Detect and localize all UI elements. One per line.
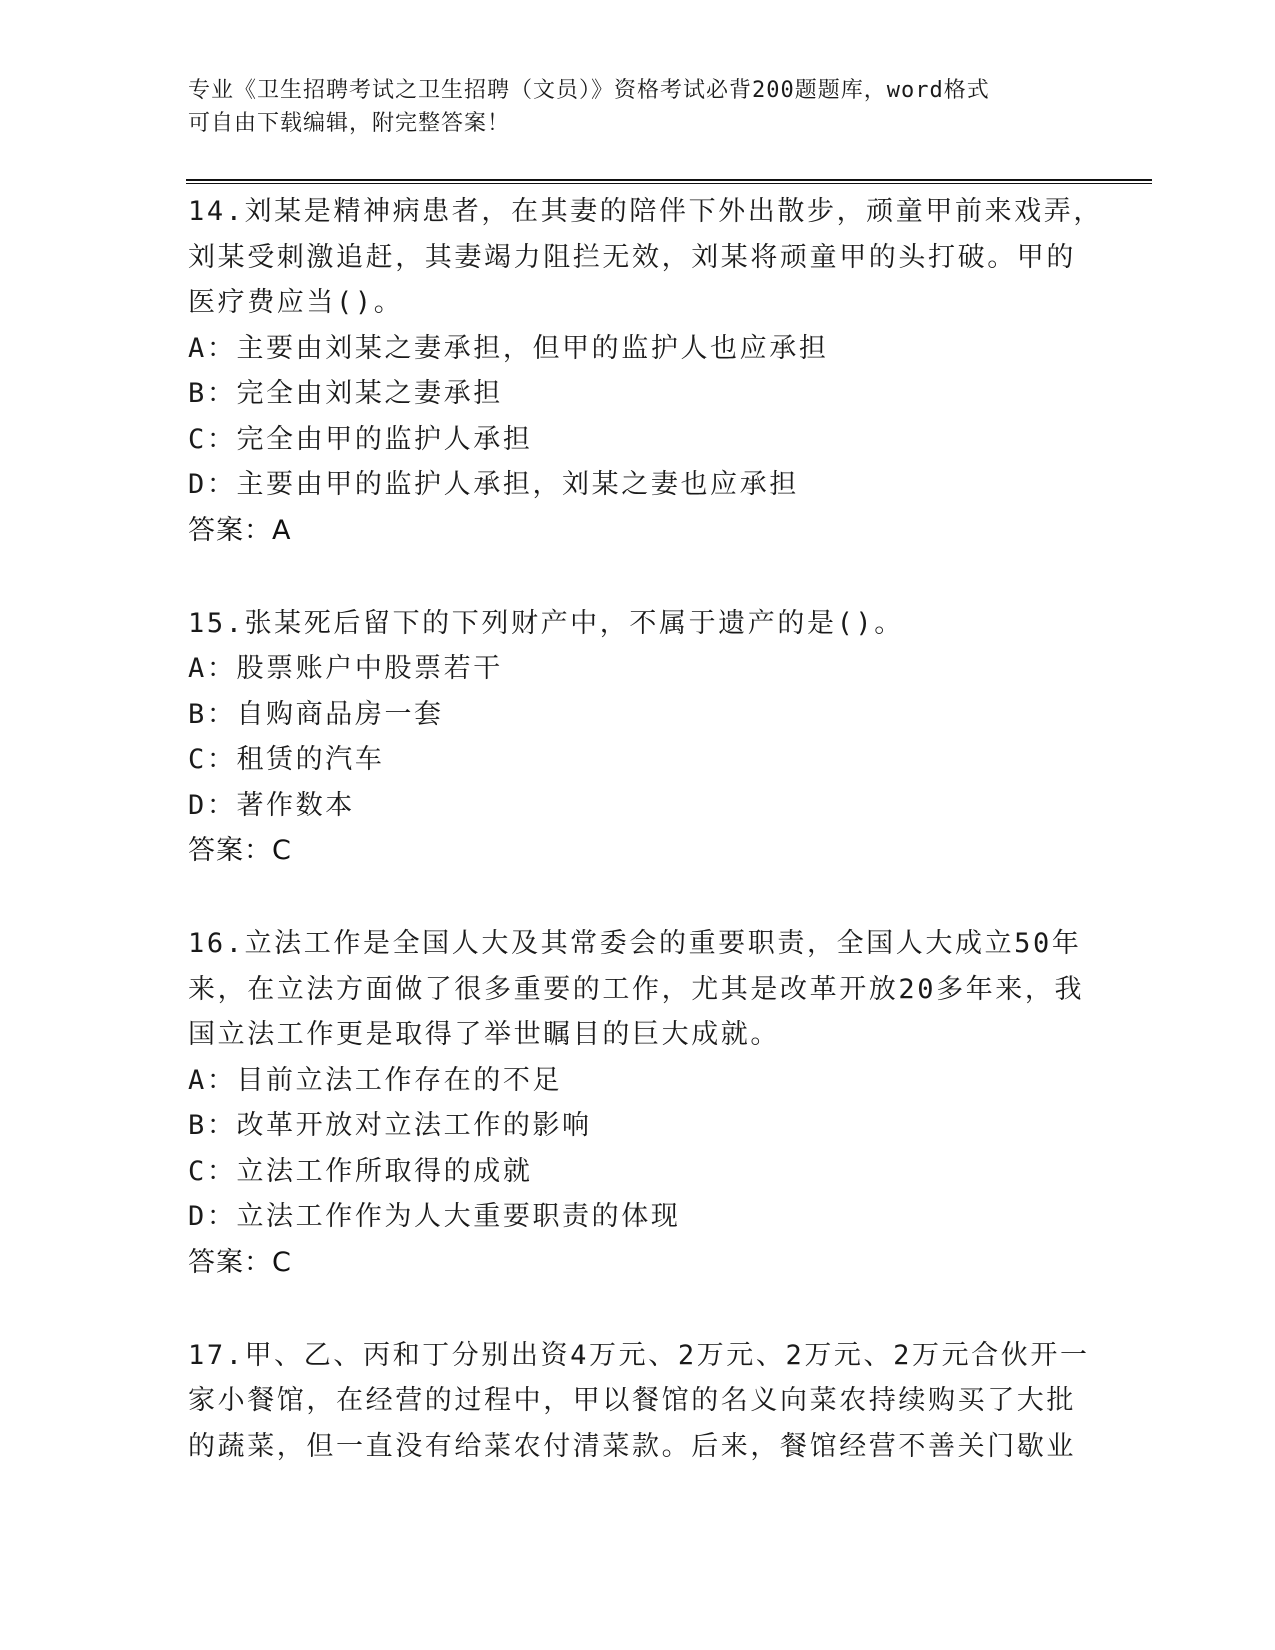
- answer-line: 答案：C: [188, 1246, 292, 1278]
- header-divider-thin: [186, 183, 1152, 184]
- question-stem-line: 刘某受刺激追赶，其妻竭力阻拦无效，刘某将顽童甲的头打破。甲的: [188, 241, 1076, 273]
- question-stem-line: 医疗费应当()。: [188, 287, 404, 318]
- question-stem-line: 17.甲、乙、丙和丁分别出资4万元、2万元、2万元、2万元合伙开一: [188, 1339, 1090, 1371]
- answer-line: 答案：A: [188, 514, 292, 546]
- question-14: [188, 189, 1103, 554]
- question-stem-line: 国立法工作更是取得了举世瞩目的巨大成就。: [188, 1019, 780, 1050]
- option-b: B：改革开放对立法工作的影响: [188, 1110, 592, 1141]
- question-stem-line: 家小餐馆，在经营的过程中，甲以餐馆的名义向菜农持续购买了大批: [188, 1385, 1076, 1416]
- option-c: C：完全由甲的监护人承担: [188, 423, 533, 455]
- document-header: [188, 74, 1068, 140]
- answer-line: 答案：C: [188, 835, 292, 866]
- question-16: [188, 921, 1088, 1286]
- question-stem-line: 16.立法工作是全国人大及其常委会的重要职责，全国人大成立50年: [188, 928, 1082, 959]
- option-d: D：著作数本: [188, 789, 355, 821]
- question-stem-line: 14.刘某是精神病患者，在其妻的陪伴下外出散步，顽童甲前来戏弄，: [188, 196, 1103, 227]
- option-a: A：主要由刘某之妻承担，但甲的监护人也应承担: [188, 332, 829, 364]
- question-stem-line: 来，在立法方面做了很多重要的工作，尤其是改革开放20多年来，我: [188, 973, 1085, 1005]
- option-d: D：主要由甲的监护人承担，刘某之妻也应承担: [188, 469, 799, 500]
- option-c: C：立法工作所取得的成就: [188, 1155, 533, 1187]
- option-a: A：目前立法工作存在的不足: [188, 1064, 563, 1096]
- question-list: [188, 189, 1103, 1516]
- option-a: A：股票账户中股票若干: [188, 653, 503, 684]
- question-17: [188, 1333, 1088, 1470]
- header-divider-thick: [186, 179, 1152, 181]
- question-stem-line: 的蔬菜，但一直没有给菜农付清菜款。后来，餐馆经营不善关门歇业: [188, 1430, 1076, 1462]
- option-b: B：自购商品房一套: [188, 698, 444, 730]
- option-d: D：立法工作作为人大重要职责的体现: [188, 1201, 681, 1232]
- header-line-1: 专业《卫生招聘考试之卫生招聘（文员）》资格考试必背200题题库，word格式: [188, 78, 990, 103]
- question-stem-line: 15.张某死后留下的下列财产中，不属于遗产的是()。: [188, 607, 904, 639]
- question-15: [188, 601, 1088, 875]
- option-b: B：完全由刘某之妻承担: [188, 378, 503, 409]
- option-c: C：租赁的汽车: [188, 744, 385, 775]
- header-line-2: 可自由下载编辑，附完整答案！: [188, 111, 511, 136]
